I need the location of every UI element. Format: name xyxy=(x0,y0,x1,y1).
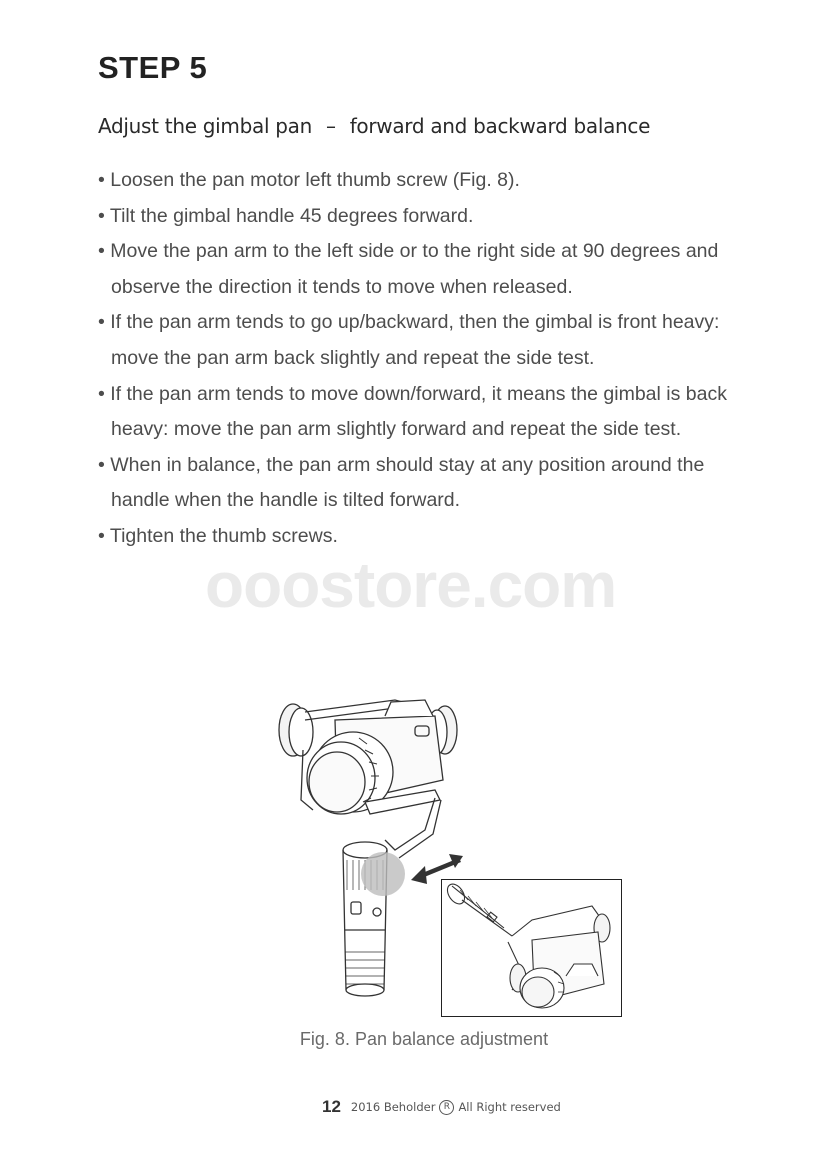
copyright-suffix: All Right reserved xyxy=(458,1100,561,1114)
instruction-list xyxy=(98,163,738,555)
tilted-gimbal-illustration xyxy=(442,880,621,1016)
watermark: ooostore.com xyxy=(205,549,617,621)
copyright-notice xyxy=(351,1100,561,1115)
gimbal-illustration xyxy=(265,690,465,1000)
list-item: • When in balance, the pan arm should stay at any position around the handle when the handle is tilted forward. xyxy=(98,453,705,512)
page-title: STEP 5 xyxy=(98,50,208,85)
subtitle-dash: – xyxy=(325,114,336,138)
inset-figure xyxy=(441,879,622,1017)
copyright-prefix: 2016 Beholder xyxy=(350,1100,436,1114)
page-number: 12 xyxy=(322,1097,341,1116)
section-subtitle xyxy=(98,114,650,138)
list-item: • Move the pan arm to the left side or to the right side at 90 degrees and observe the direction it tends to move when released. xyxy=(98,240,719,298)
registered-mark-icon: R xyxy=(439,1100,454,1115)
list-item: • If the pan arm tends to move down/forward, it means the gimbal is back heavy: move the pan arm slightly forward and repeat the side test. xyxy=(98,382,727,441)
list-item: • Loosen the pan motor left thumb screw (Fig. 8). xyxy=(98,169,520,191)
list-item: • If the pan arm tends to go up/backward, then the gimbal is front heavy: move the pan arm back slightly and repeat the side test. xyxy=(98,311,720,369)
list-item: • Tighten the thumb screws. xyxy=(98,524,338,547)
subtitle-part-2: forward and backward balance xyxy=(349,114,651,138)
list-item: • Tilt the gimbal handle 45 degrees forward. xyxy=(98,204,474,227)
subtitle-part-1: Adjust the gimbal pan xyxy=(98,114,312,138)
thumb-screw-highlight xyxy=(361,852,405,896)
figure-caption: Fig. 8. Pan balance adjustment xyxy=(299,1029,549,1049)
page-footer xyxy=(322,1097,561,1117)
